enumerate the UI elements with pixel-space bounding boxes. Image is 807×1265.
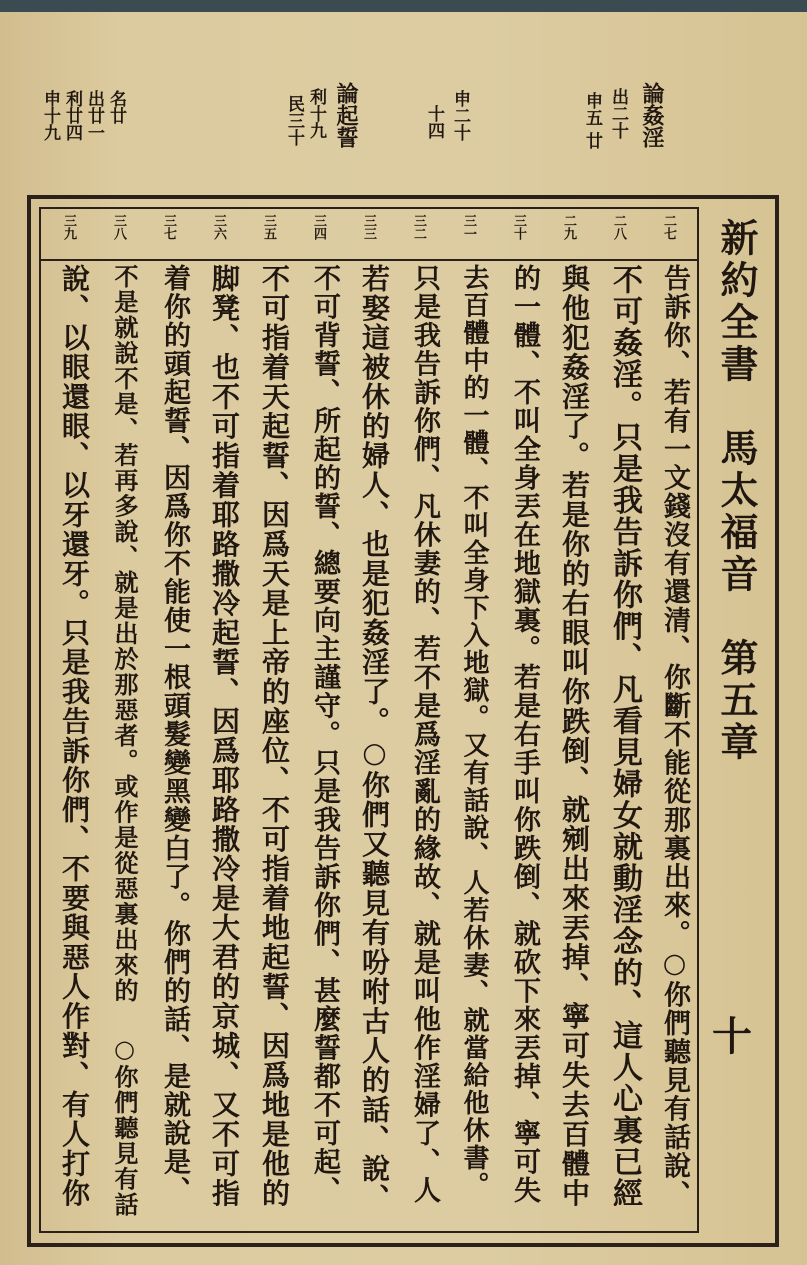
text-column: 去百體中的一體、不叫全身下入地獄。又有話說、人若休妻、就當給他休書。	[459, 264, 489, 1199]
text-column: 只是我告訴你們、凡休妻的、若不是爲淫亂的緣故、就是叫他作淫婦了、人	[409, 264, 440, 1205]
text-column: 不可姦淫。只是我告訴你們、凡看見婦女就動淫念的、這人心裏已經	[607, 264, 642, 1209]
ref-line: 申二十	[450, 90, 470, 141]
running-header	[706, 218, 766, 764]
verse-number: 三四	[311, 214, 326, 240]
verse-number: 三六	[211, 214, 226, 240]
chapter-title: 第五章	[714, 638, 759, 764]
ref-line: 出廿一	[84, 90, 104, 141]
verse-number: 三三	[361, 214, 376, 240]
text-column: 不是就說不是、若再多說、就是出於那惡者。或作是從惡裏出來的 ○你們聽見有話	[110, 264, 139, 1218]
ref-line: 民三十	[284, 95, 304, 146]
verse-number: 二九	[561, 214, 576, 240]
text-column: 脚凳、也不可指着耶路撒冷起誓、因爲耶路撒冷是大君的京城、又不可指	[208, 264, 241, 1208]
ref-line: 利廿四	[62, 90, 82, 141]
book-title: 新約全書	[714, 218, 759, 386]
ref-line: 利十九	[306, 88, 326, 139]
ref-line: 申十九	[40, 90, 60, 141]
text-column: 的一體、不叫全身丟在地獄裏。若是右手叫你跌倒、就砍下來丟掉、寧可失	[509, 264, 540, 1205]
page-number: 十	[712, 1013, 752, 1060]
ref-line: 廿	[582, 132, 602, 149]
scan-edge	[0, 0, 807, 12]
text-column: 若娶這被休的婦人、也是犯姦淫了。○你們又聽見有吩咐古人的話、說、	[358, 264, 391, 1213]
verse-number: 二八	[611, 214, 626, 240]
ref-line: 名廿	[106, 90, 126, 124]
ref-line: 申五	[582, 92, 602, 126]
text-column: 不可背誓、所起的誓、總要向主謹守。只是我告訴你們、甚麼誓都不可起、	[309, 264, 340, 1205]
gospel-title: 馬太福音	[714, 428, 759, 596]
verse-number: 三九	[61, 214, 76, 240]
ref-line: 十四	[424, 105, 444, 139]
text-column: 不可指着天起誓、因爲天是上帝的座位、不可指着地起誓、因爲地是他的	[258, 264, 291, 1208]
verse-number: 三七	[161, 214, 176, 240]
text-column: 告訴你、若有一文錢沒有還清、你斷不能從那裏出來。○你們聽見有話說、	[659, 264, 690, 1209]
ref-title-oaths: 論起誓	[333, 82, 359, 148]
text-column: 說、以眼還眼、以牙還牙。只是我告訴你們、不要與惡人作對、有人打你	[58, 264, 91, 1208]
ref-title-adultery: 論姦淫	[639, 82, 665, 148]
verse-number: 三十	[511, 214, 526, 240]
text-column: 與他犯姦淫了。若是你的右眼叫你跌倒、就剜出來丟掉、寧可失去百體中	[558, 264, 591, 1208]
text-column: 着你的頭起誓、因爲你不能使一根頭髮變黑變白了。你們的話、是就說是、	[159, 264, 190, 1205]
verse-number: 三一	[461, 214, 476, 240]
verse-number: 三二	[411, 214, 426, 240]
verse-number: 三五	[261, 214, 276, 240]
verse-number: 三八	[111, 214, 126, 240]
verse-number: 二七	[661, 214, 676, 240]
ref-line: 出二十	[608, 88, 628, 139]
